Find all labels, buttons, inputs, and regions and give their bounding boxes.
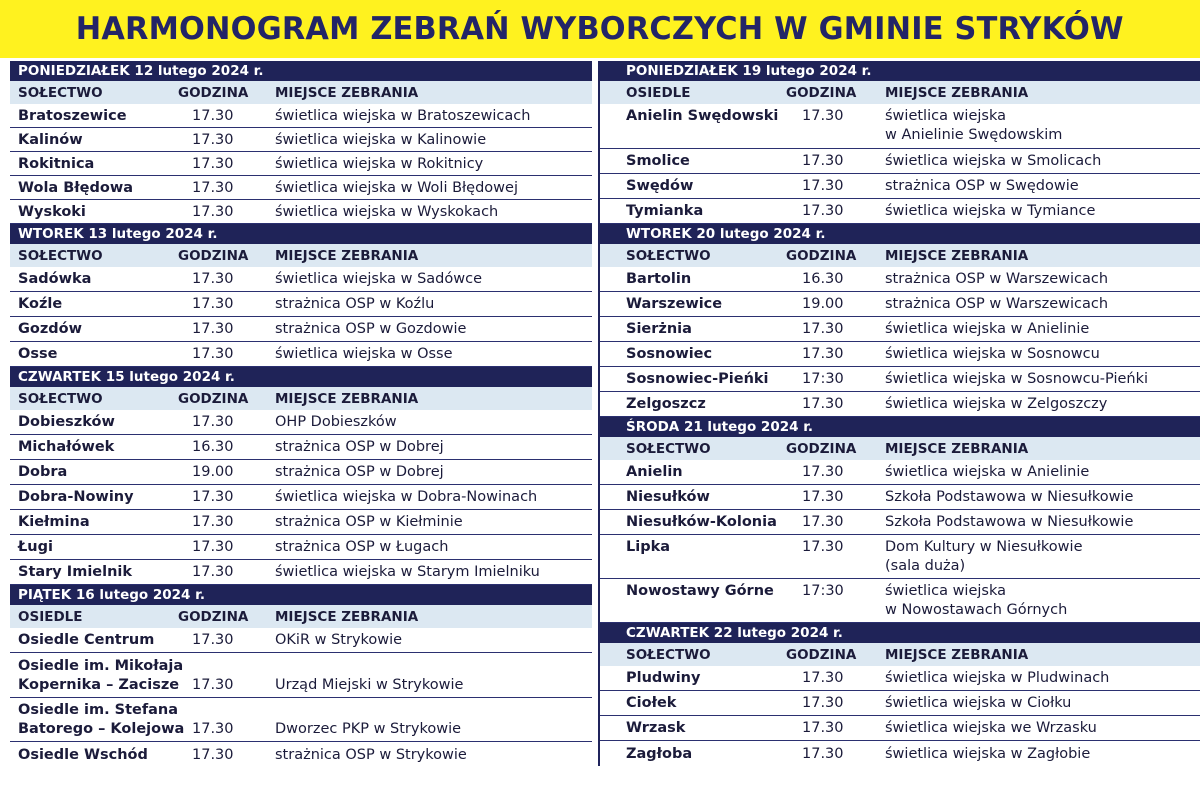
day-header: PONIEDZIAŁEK 12 lutego 2024 r. bbox=[10, 61, 592, 81]
table-rows bbox=[600, 149, 1200, 224]
meeting-time bbox=[786, 579, 882, 622]
location-name: Osse bbox=[18, 346, 58, 362]
col-godzina: GODZINA bbox=[786, 84, 857, 101]
table-row bbox=[600, 174, 1200, 199]
meeting-time-value: 17:30 bbox=[802, 583, 844, 599]
meeting-place: świetlica wiejska we Wrzasku bbox=[885, 720, 1097, 736]
location-name-line: Osiedle im. Mikołaja bbox=[18, 658, 184, 674]
table-row bbox=[10, 628, 592, 653]
meeting-place: świetlica wiejska w Pludwinach bbox=[885, 670, 1110, 686]
meeting-time: 17.30 bbox=[802, 396, 844, 412]
table-rows bbox=[10, 267, 592, 367]
table-row bbox=[600, 460, 1200, 485]
table-row bbox=[600, 741, 1200, 766]
table-row bbox=[10, 535, 592, 560]
table-rows bbox=[600, 267, 1200, 417]
location-name: Gozdów bbox=[18, 321, 83, 337]
meeting-time: 16.30 bbox=[192, 439, 234, 455]
col-miejsce: MIEJSCE ZEBRANIA bbox=[885, 247, 1029, 264]
meeting-place: świetlica wiejska w Sosnowcu-Pieńki bbox=[885, 371, 1149, 387]
right-column bbox=[598, 61, 1200, 766]
day-header: PONIEDZIAŁEK 19 lutego 2024 r. bbox=[600, 61, 1200, 81]
meeting-place: Szkoła Podstawowa w Niesułkowie bbox=[885, 514, 1134, 530]
location-name: Dobra bbox=[18, 464, 68, 480]
table-row bbox=[600, 510, 1200, 535]
meeting-time: 17.30 bbox=[192, 564, 234, 580]
col-miejsce: MIEJSCE ZEBRANIA bbox=[885, 440, 1029, 457]
meeting-time: 17.30 bbox=[192, 321, 234, 337]
table-row bbox=[600, 666, 1200, 691]
location-name: Ługi bbox=[18, 539, 53, 555]
col-godzina: GODZINA bbox=[786, 646, 857, 663]
location-name: Swędów bbox=[626, 178, 694, 194]
meeting-place: OKiR w Strykowie bbox=[275, 632, 403, 648]
location-name: Sosnowiec bbox=[626, 346, 713, 362]
location-name bbox=[600, 535, 786, 578]
location-name: Wola Błędowa bbox=[18, 179, 134, 196]
col-godzina: GODZINA bbox=[178, 608, 249, 625]
col-miejsce: MIEJSCE ZEBRANIA bbox=[275, 84, 419, 101]
location-name-line: Batorego – Kolejowa bbox=[18, 721, 185, 737]
location-name: Rokitnica bbox=[18, 155, 95, 172]
meeting-time: 17.30 bbox=[802, 670, 844, 686]
meeting-time: 17.30 bbox=[802, 346, 844, 362]
table-row bbox=[10, 435, 592, 460]
location-name: Dobieszków bbox=[18, 414, 115, 430]
table-row bbox=[600, 691, 1200, 716]
meeting-place: Szkoła Podstawowa w Niesułkowie bbox=[885, 489, 1134, 505]
table-row bbox=[10, 342, 592, 367]
meeting-place bbox=[272, 653, 592, 697]
location-name: Kiełmina bbox=[18, 514, 90, 530]
table-row bbox=[600, 716, 1200, 741]
meeting-time: 17.30 bbox=[192, 203, 234, 220]
meeting-time: 17.30 bbox=[802, 514, 844, 530]
meeting-place: świetlica wiejska w Smolicach bbox=[885, 153, 1102, 169]
col-osiedle: OSIEDLE bbox=[626, 84, 691, 101]
table-row bbox=[10, 653, 592, 698]
meeting-place: świetlica wiejska w Starym Imielniku bbox=[275, 564, 540, 580]
meeting-time: 17.30 bbox=[802, 153, 844, 169]
meeting-time bbox=[178, 653, 272, 697]
day-header: ŚRODA 21 lutego 2024 r. bbox=[600, 417, 1200, 437]
day-header: CZWARTEK 15 lutego 2024 r. bbox=[10, 367, 592, 387]
meeting-time: 17.30 bbox=[192, 746, 234, 763]
page-title: HARMONOGRAM ZEBRAŃ WYBORCZYCH W GMINIE STRYKÓW bbox=[75, 11, 1125, 47]
meeting-time: 17.30 bbox=[802, 178, 844, 194]
location-name: Kalinów bbox=[18, 131, 83, 148]
meeting-time: 19.00 bbox=[802, 296, 844, 312]
table-row bbox=[10, 698, 592, 742]
location-name: Pludwiny bbox=[626, 670, 701, 686]
table-row bbox=[600, 267, 1200, 292]
meeting-time: 17:30 bbox=[802, 371, 844, 387]
title-banner bbox=[0, 0, 1200, 58]
meeting-place-line: świetlica wiejska bbox=[885, 583, 1006, 599]
table-row bbox=[10, 410, 592, 435]
meeting-time: 17.30 bbox=[192, 179, 234, 196]
meeting-time bbox=[786, 104, 882, 148]
location-name: Niesułków-Kolonia bbox=[626, 514, 777, 530]
meeting-place: świetlica wiejska w Sosnowcu bbox=[885, 346, 1100, 362]
location-name: Sierżnia bbox=[626, 321, 692, 337]
meeting-place: strażnica OSP w Warszewicach bbox=[885, 271, 1109, 287]
meeting-time: 16.30 bbox=[802, 271, 844, 287]
meeting-time: 17.30 bbox=[192, 514, 234, 530]
meeting-place bbox=[272, 698, 592, 741]
meeting-time: 17.30 bbox=[192, 346, 234, 362]
meeting-place: świetlica wiejska w Bratoszewicach bbox=[275, 107, 531, 124]
col-godzina: GODZINA bbox=[786, 440, 857, 457]
meeting-place-line: (sala duża) bbox=[885, 558, 966, 574]
meeting-place: strażnica OSP w Koźlu bbox=[275, 296, 435, 312]
meeting-time-value: 17.30 bbox=[802, 539, 844, 555]
meeting-place: świetlica wiejska w Dobra-Nowinach bbox=[275, 489, 538, 505]
table-header bbox=[10, 244, 592, 267]
location-name: Sadówka bbox=[18, 271, 92, 287]
location-name: Michałówek bbox=[18, 439, 115, 455]
meeting-time: 17.30 bbox=[192, 271, 234, 287]
meeting-time-value: 17.30 bbox=[192, 721, 234, 737]
table-row bbox=[600, 199, 1200, 224]
location-name: Anielin bbox=[626, 464, 683, 480]
meeting-time: 17.30 bbox=[802, 203, 844, 219]
location-name: Warszewice bbox=[626, 296, 723, 312]
table-row bbox=[10, 152, 592, 176]
col-miejsce: MIEJSCE ZEBRANIA bbox=[275, 608, 419, 625]
day-header: WTOREK 20 lutego 2024 r. bbox=[600, 224, 1200, 244]
meeting-place: świetlica wiejska w Wyskokach bbox=[275, 203, 499, 220]
meeting-time: 17.30 bbox=[802, 489, 844, 505]
location-name bbox=[600, 579, 786, 622]
table-row bbox=[600, 342, 1200, 367]
meeting-time: 17.30 bbox=[802, 695, 844, 711]
col-godzina: GODZINA bbox=[178, 247, 249, 264]
meeting-time-value: 17.30 bbox=[192, 677, 234, 693]
meeting-place: strażnica OSP w Warszewicach bbox=[885, 296, 1109, 312]
location-name: Dobra-Nowiny bbox=[18, 489, 134, 505]
table-row bbox=[600, 317, 1200, 342]
location-name: Bratoszewice bbox=[18, 107, 127, 124]
meeting-time: 17.30 bbox=[192, 414, 234, 430]
location-name bbox=[600, 104, 786, 148]
table-row bbox=[10, 200, 592, 224]
table-row bbox=[10, 510, 592, 535]
location-name: Koźle bbox=[18, 296, 63, 312]
table-row bbox=[600, 149, 1200, 174]
day-header: PIĄTEK 16 lutego 2024 r. bbox=[10, 585, 592, 605]
table-row bbox=[600, 392, 1200, 417]
col-godzina: GODZINA bbox=[178, 84, 249, 101]
table-row bbox=[10, 292, 592, 317]
col-miejsce: MIEJSCE ZEBRANIA bbox=[275, 390, 419, 407]
meeting-place: świetlica wiejska w Kalinowie bbox=[275, 131, 487, 148]
location-name: Zagłoba bbox=[626, 745, 693, 762]
location-name bbox=[10, 698, 185, 741]
meeting-place: świetlica wiejska w Rokitnicy bbox=[275, 155, 484, 172]
meeting-time-value: 17.30 bbox=[802, 108, 844, 124]
col-miejsce: MIEJSCE ZEBRANIA bbox=[885, 84, 1029, 101]
meeting-place: strażnica OSP w Ługach bbox=[275, 539, 449, 555]
location-name-value: Anielin Swędowski bbox=[626, 108, 779, 124]
location-name-value: Lipka bbox=[626, 539, 671, 555]
meeting-place: świetlica wiejska w Tymiance bbox=[885, 203, 1096, 219]
table-row bbox=[10, 560, 592, 585]
col-solectwo: SOŁECTWO bbox=[626, 247, 711, 264]
col-solectwo: SOŁECTWO bbox=[18, 84, 103, 101]
col-solectwo: SOŁECTWO bbox=[626, 440, 711, 457]
table-row bbox=[10, 176, 592, 200]
table-row bbox=[10, 267, 592, 292]
table-header bbox=[10, 605, 592, 628]
col-osiedle: OSIEDLE bbox=[18, 608, 83, 625]
location-name: Wyskoki bbox=[18, 203, 86, 220]
meeting-time: 17.30 bbox=[802, 321, 844, 337]
col-solectwo: SOŁECTWO bbox=[626, 646, 711, 663]
table-row bbox=[10, 742, 592, 767]
location-name bbox=[10, 653, 184, 697]
meeting-place: świetlica wiejska w Woli Błędowej bbox=[275, 179, 518, 196]
table-header bbox=[600, 643, 1200, 666]
table-row bbox=[10, 128, 592, 152]
meeting-place: strażnica OSP w Dobrej bbox=[275, 464, 444, 480]
meeting-place: strażnica OSP w Dobrej bbox=[275, 439, 444, 455]
meeting-place-value: Urząd Miejski w Strykowie bbox=[275, 677, 464, 693]
meeting-place-value: Dworzec PKP w Strykowie bbox=[275, 721, 462, 737]
meeting-place: strażnica OSP w Kiełminie bbox=[275, 514, 463, 530]
col-miejsce: MIEJSCE ZEBRANIA bbox=[885, 646, 1029, 663]
meeting-time bbox=[178, 698, 272, 741]
table-row bbox=[600, 535, 1200, 579]
meeting-place: świetlica wiejska w Osse bbox=[275, 346, 453, 362]
table-rows bbox=[600, 666, 1200, 766]
location-name: Wrzask bbox=[626, 720, 686, 736]
meeting-time: 17.30 bbox=[802, 720, 844, 736]
table-header bbox=[600, 244, 1200, 267]
location-name: Bartolin bbox=[626, 271, 692, 287]
location-name: Niesułków bbox=[626, 489, 710, 505]
location-name-line: Osiedle im. Stefana bbox=[18, 702, 179, 718]
location-name: Osiedle Wschód bbox=[18, 746, 148, 763]
meeting-time: 17.30 bbox=[192, 155, 234, 172]
table-row bbox=[600, 367, 1200, 392]
meeting-time: 17.30 bbox=[192, 632, 234, 648]
day-header: WTOREK 13 lutego 2024 r. bbox=[10, 224, 592, 244]
location-name: Smolice bbox=[626, 153, 690, 169]
meeting-place: świetlica wiejska w Sadówce bbox=[275, 271, 482, 287]
meeting-place: strażnica OSP w Swędowie bbox=[885, 178, 1079, 194]
table-header bbox=[10, 81, 592, 104]
meeting-place: świetlica wiejska w Ciołku bbox=[885, 695, 1072, 711]
table-header bbox=[600, 81, 1200, 104]
meeting-place-line: Dom Kultury w Niesułkowie bbox=[885, 539, 1083, 555]
table-row bbox=[600, 579, 1200, 623]
col-miejsce: MIEJSCE ZEBRANIA bbox=[275, 247, 419, 264]
location-name: Stary Imielnik bbox=[18, 564, 133, 580]
col-solectwo: SOŁECTWO bbox=[18, 247, 103, 264]
meeting-place bbox=[882, 104, 1200, 148]
day-header: CZWARTEK 22 lutego 2024 r. bbox=[600, 623, 1200, 643]
left-column bbox=[10, 61, 592, 767]
location-name: Osiedle Centrum bbox=[18, 632, 155, 648]
table-row bbox=[600, 104, 1200, 149]
table-rows bbox=[10, 410, 592, 585]
col-godzina: GODZINA bbox=[786, 247, 857, 264]
meeting-place-line: świetlica wiejska bbox=[885, 108, 1006, 124]
table-row bbox=[10, 317, 592, 342]
col-solectwo: SOŁECTWO bbox=[18, 390, 103, 407]
table-row bbox=[600, 292, 1200, 317]
meeting-place bbox=[882, 579, 1200, 622]
meeting-time: 17.30 bbox=[192, 107, 234, 124]
location-name-value: Nowostawy Górne bbox=[626, 583, 774, 599]
meeting-time bbox=[786, 535, 882, 578]
meeting-time: 17.30 bbox=[192, 539, 234, 555]
meeting-time: 17.30 bbox=[192, 296, 234, 312]
meeting-place-line: w Anielinie Swędowskim bbox=[885, 127, 1063, 143]
meeting-place: świetlica wiejska w Anielinie bbox=[885, 464, 1090, 480]
table-row bbox=[10, 485, 592, 510]
table-row bbox=[10, 460, 592, 485]
meeting-place-line: w Nowostawach Górnych bbox=[885, 602, 1068, 618]
meeting-time: 19.00 bbox=[192, 464, 234, 480]
meeting-place bbox=[882, 535, 1200, 578]
table-header bbox=[600, 437, 1200, 460]
meeting-place: OHP Dobieszków bbox=[275, 414, 397, 430]
location-name: Ciołek bbox=[626, 695, 677, 711]
meeting-place: świetlica wiejska w Zelgoszczy bbox=[885, 396, 1108, 412]
table-rows bbox=[10, 104, 592, 224]
location-name-line: Kopernika – Zacisze bbox=[18, 677, 180, 693]
meeting-place: strażnica OSP w Strykowie bbox=[275, 746, 467, 763]
meeting-time: 17.30 bbox=[802, 745, 844, 762]
table-row bbox=[600, 485, 1200, 510]
location-name: Zelgoszcz bbox=[626, 396, 706, 412]
col-godzina: GODZINA bbox=[178, 390, 249, 407]
table-rows bbox=[600, 460, 1200, 535]
meeting-time: 17.30 bbox=[802, 464, 844, 480]
meeting-place: świetlica wiejska w Anielinie bbox=[885, 321, 1090, 337]
location-name: Tymianka bbox=[626, 203, 704, 219]
meeting-time: 17.30 bbox=[192, 489, 234, 505]
meeting-place: świetlica wiejska w Zagłobie bbox=[885, 745, 1091, 762]
table-header bbox=[10, 387, 592, 410]
location-name: Sosnowiec-Pieńki bbox=[626, 371, 769, 387]
table-row bbox=[10, 104, 592, 128]
meeting-time: 17.30 bbox=[192, 131, 234, 148]
meeting-place: strażnica OSP w Gozdowie bbox=[275, 321, 467, 337]
